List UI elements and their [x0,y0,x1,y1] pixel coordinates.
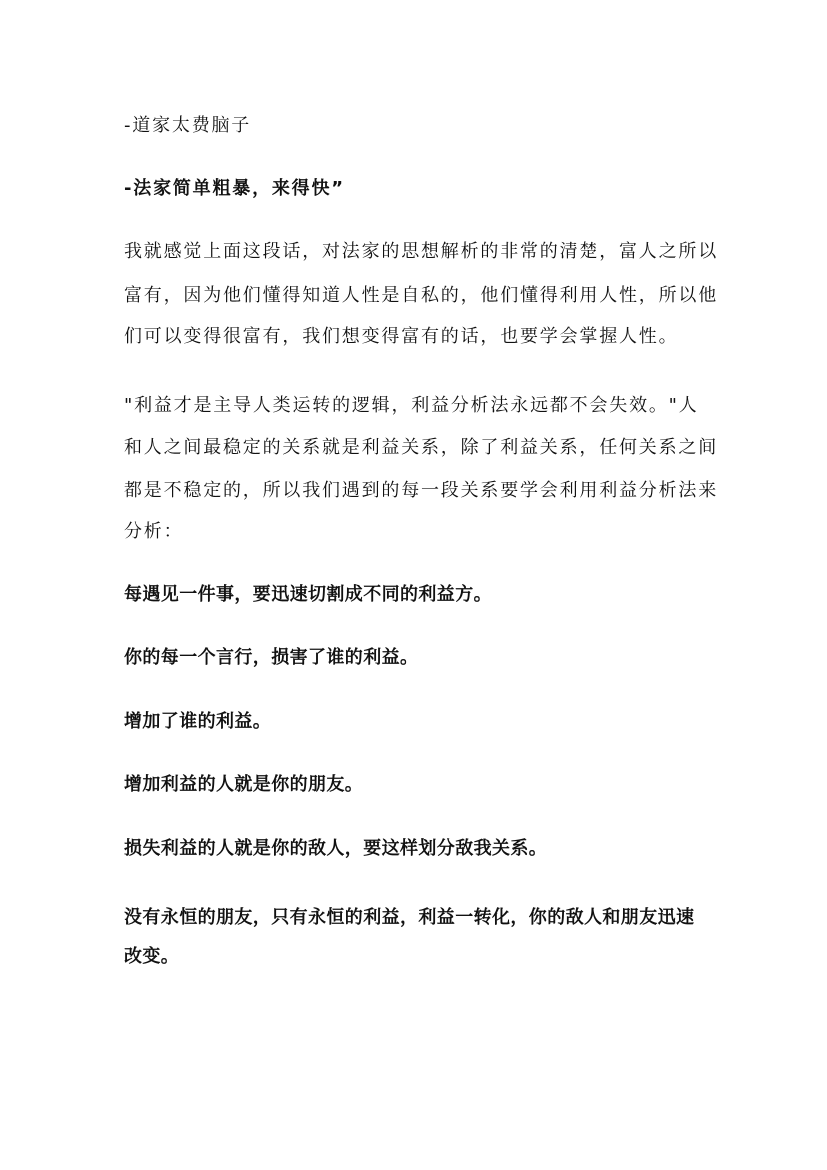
bold-point-3: 增加了谁的利益。 [124,711,272,732]
paragraph-2-line-3: 都是不稳定的，所以我们遇到的每一段关系要学会利用利益分析法来 [124,480,718,501]
paragraph-1-line-2: 富有，因为他们懂得知道人性是自私的，他们懂得利用人性，所以他 [124,285,718,306]
bold-point-6: 没有永恒的朋友，只有永恒的利益，利益一转化，你的敌人和朋友迅速 [124,907,695,928]
bold-point-6-continued: 改变。 [124,946,180,967]
bold-point-5: 损失利益的人就是你的敌人，要这样划分敌我关系。 [124,838,548,859]
heading-line-daoist: -道家太费脑子 [124,115,252,136]
paragraph-2-line-2: 和人之间最稳定的关系就是利益关系，除了利益关系，任何关系之间 [124,437,718,458]
paragraph-1-line-3: 们可以变得很富有，我们想变得富有的话，也要学会掌握人性。 [124,326,679,347]
paragraph-2-line-1: "利益才是主导人类运转的逻辑，利益分析法永远都不会失效。"人 [124,395,699,416]
bold-point-4: 增加利益的人就是你的朋友。 [124,774,364,795]
bold-point-1: 每遇见一件事，要迅速切割成不同的利益方。 [124,584,492,605]
bold-point-2: 你的每一个言行，损害了谁的利益。 [124,647,419,668]
heading-line-legalist: -法家简单粗暴，来得快” [124,178,345,199]
paragraph-1-line-1: 我就感觉上面这段话，对法家的思想解析的非常的清楚，富人之所以 [124,241,718,262]
paragraph-2-line-4: 分析： [124,521,184,542]
